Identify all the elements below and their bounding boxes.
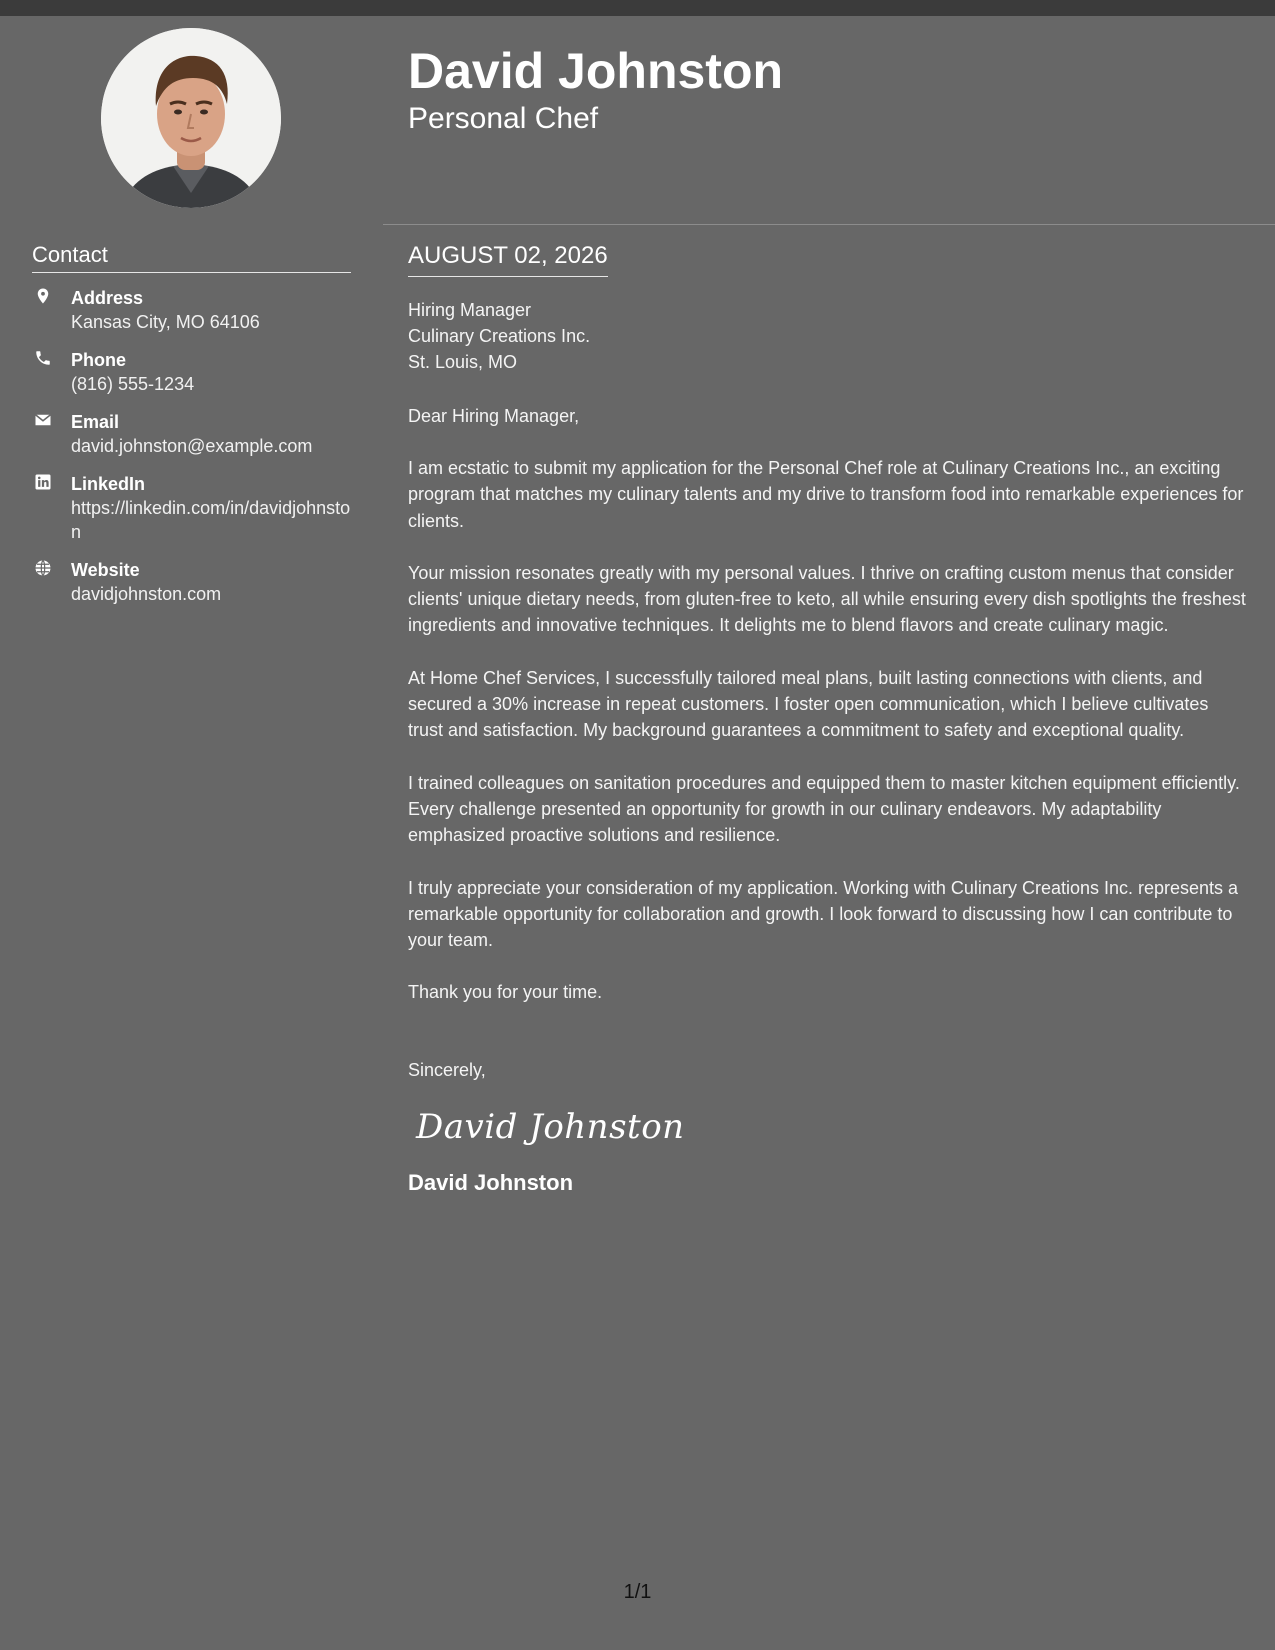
contact-label: LinkedIn [71, 474, 146, 494]
contact-list [32, 286, 362, 620]
sidebar [0, 16, 383, 1650]
header-divider [383, 224, 1275, 225]
recipient-line: Hiring Manager [408, 300, 532, 320]
body-paragraph: I am ecstatic to submit my application for the Personal Chef role at Culinary Creations Inc., an exciting program that matches my culinary talents and my drive to transform food into remarkable experiences for clients. [408, 458, 1244, 531]
letter-body [408, 242, 1248, 1196]
recipient-block [408, 297, 1248, 375]
signer-name: David Johnston [408, 1169, 574, 1195]
body-paragraph: I truly appreciate your consideration of my application. Working with Culinary Creations Inc. represents a remarkable opportunity for collaboration and growth. I look forward to discussing how I can contribute to your team. [408, 877, 1239, 951]
signature: David Johnston [416, 1107, 685, 1148]
contact-label: Website [71, 560, 140, 580]
globe-icon [34, 559, 52, 577]
page-indicator: 1/1 [623, 1581, 652, 1603]
letter-date: AUGUST 02, 2026 [408, 242, 608, 277]
contact-item-address [32, 286, 362, 334]
avatar-portrait-icon [101, 28, 281, 208]
applicant-name: David Johnston [408, 43, 784, 99]
recipient-line: Culinary Creations Inc. [408, 326, 591, 346]
contact-item-website [32, 558, 362, 606]
recipient-line: St. Louis, MO [408, 352, 518, 372]
contact-item-email [32, 410, 362, 458]
contact-label: Phone [71, 350, 127, 370]
salutation: Dear Hiring Manager, [408, 406, 580, 426]
body-paragraph: Your mission resonates greatly with my personal values. I thrive on crafting custom menus that consider clients' unique dietary needs, from gluten-free to keto, all while ensuring every dish spotlights the freshest ingredients and innovative techniques. It delights me to blend flavors and create culinary magic. [408, 562, 1246, 636]
top-bar [0, 0, 1275, 16]
linkedin-value[interactable]: https://linkedin.com/in/davidjohnston [71, 498, 351, 542]
website-value[interactable]: davidjohnston.com [71, 584, 222, 604]
body-paragraph: I trained colleagues on sanitation procedures and equipped them to master kitchen equipment efficiently. Every challenge presented an opportunity for growth in our culinary endeavors. My adaptability emphasized proactive solutions and resilience. [408, 772, 1240, 846]
cover-letter-page [0, 16, 1275, 1650]
contact-item-phone [32, 348, 362, 396]
contact-label: Address [71, 288, 144, 308]
contact-heading: Contact [32, 242, 351, 273]
phone-icon [34, 349, 52, 367]
map-pin-icon [34, 287, 52, 305]
envelope-icon [34, 411, 52, 429]
thanks-line: Thank you for your time. [408, 982, 603, 1003]
phone-value: (816) 555-1234 [71, 374, 195, 394]
body-paragraph: At Home Chef Services, I successfully tailored meal plans, built lasting connections with clients, and secured a 30% increase in repeat customers. I foster open communication, which I believe cultivates trust and satisfaction. My background guarantees a commitment to safety and exceptional quality. [408, 667, 1209, 741]
contact-label: Email [71, 412, 120, 432]
linkedin-icon [34, 473, 52, 491]
address-value: Kansas City, MO 64106 [71, 312, 260, 332]
avatar [101, 28, 281, 208]
closing-line: Sincerely, [408, 1060, 486, 1081]
applicant-role: Personal Chef [408, 102, 599, 135]
contact-item-linkedin [32, 472, 362, 544]
email-value[interactable]: david.johnston@example.com [71, 436, 313, 456]
